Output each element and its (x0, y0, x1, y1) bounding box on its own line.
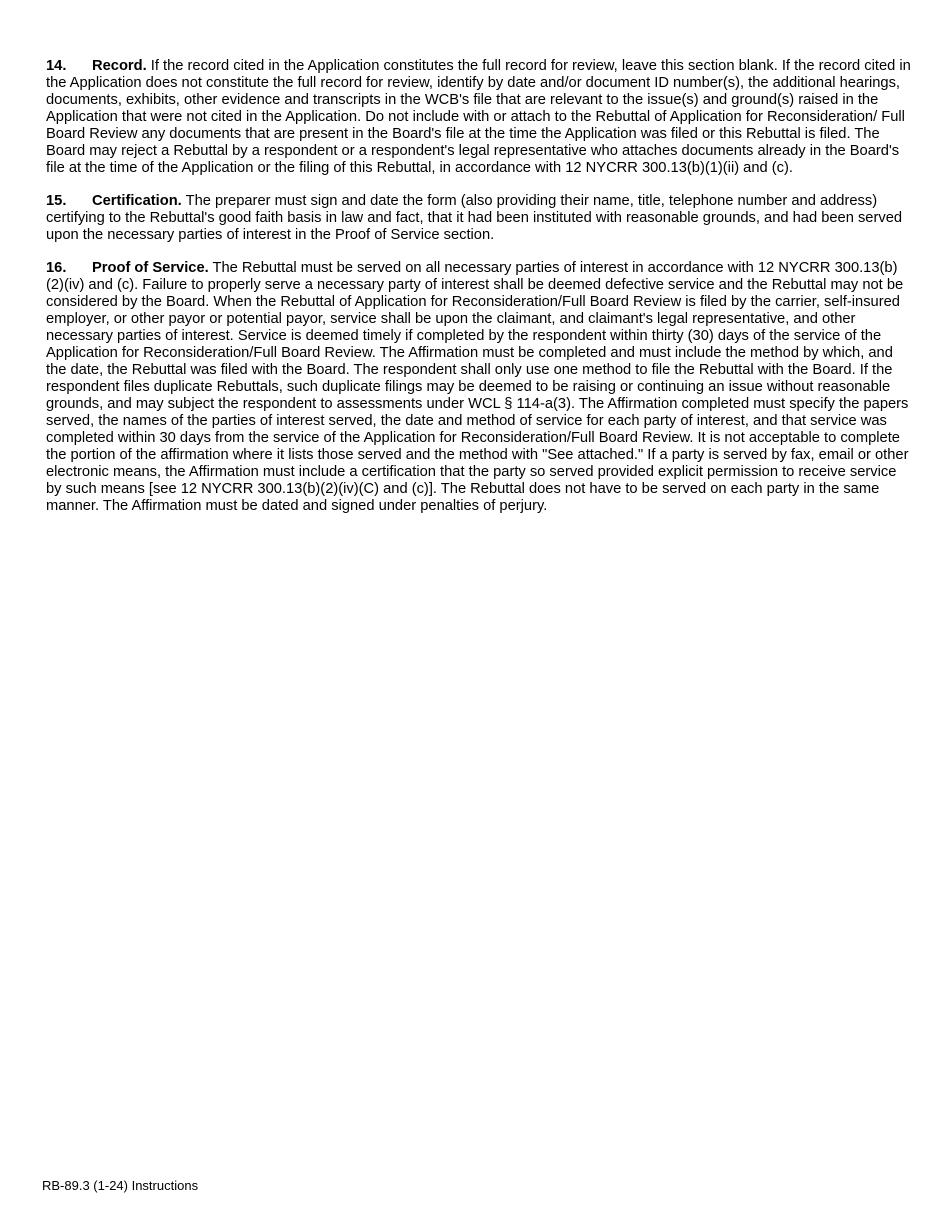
instructions-body (46, 58, 912, 531)
section-heading: Record. (92, 58, 147, 74)
section-heading: Certification. (92, 193, 182, 209)
section-record (46, 58, 912, 177)
section-text: If the record cited in the Application constitutes the full record for review, leave this section blank. If the record cited in the Application does not constitute the full record for review, identify by date and/or document ID number(s), the additional hearings, documents, exhibits, other evidence and transcripts in the WCB's file that are relevant to the issue(s) and ground(s) raised in the Application that were not cited in the Application. Do not include with or attach to the Rebuttal of Application for Reconsideration/ Full Board Review any documents that are present in the Board's file at the time the Application was filed or this Rebuttal is filed. The Board may reject a Rebuttal by a respondent or a respondent's legal representative who attaches documents already in the Board's file at the time of the Application or the filing of this Rebuttal, in accordance with 12 NYCRR 300.13(b)(1)(ii) and (c). (46, 58, 911, 176)
section-number: 16. (46, 260, 67, 276)
section-number: 15. (46, 193, 67, 209)
section-heading: Proof of Service. (92, 260, 209, 276)
form-footer: RB-89.3 (1-24) Instructions (42, 1178, 199, 1193)
section-text: The Rebuttal must be served on all necessary parties of interest in accordance with 12 NYCRR 300.13(b) (2)(iv) and (c). Failure to properly serve a necessary party of interest shall be deemed defective service and the Rebuttal may not be considered by the Board. When the Rebuttal of Application for Reconsideration/Full Board Review is filed by the carrier, self-insured employer, or other payor or potential payor, service shall be upon the claimant, and claimant's legal representative, and other necessary parties of interest. Service is deemed timely if completed by the respondent within thirty (30) days of the service of the Application for Reconsideration/Full Board Review. The Affirmation must be completed and must include the method by which, and the date, the Rebuttal was filed with the Board. The respondent shall only use one method to file the Rebuttal with the Board. If the respondent files duplicate Rebuttals, such duplicate filings may be deemed to be raising or continuing an issue without reasonable grounds, and may subject the respondent to assessments under WCL § 114-a(3). The Affirmation completed must specify the papers served, the names of the parties of interest served, the date and method of service for each party of interest, and that service was completed within 30 days from the service of the Application for Reconsideration/Full Board Review. It is not acceptable to complete the portion of the affirmation where it lists those served and the method with "See attached." If a party is served by fax, email or other electronic means, the Affirmation must include a certification that the party so served provided explicit permission to receive service by such means [see 12 NYCRR 300.13(b)(2)(iv)(C) and (c)]. The Rebuttal does not have to be served on each party in the same manner. The Affirmation must be dated and signed under penalties of perjury. (46, 260, 909, 514)
section-proof-of-service (46, 260, 912, 515)
section-number: 14. (46, 58, 67, 74)
section-text: The preparer must sign and date the form (also providing their name, title, telephone number and address) certifying to the Rebuttal's good faith basis in law and fact, that it had been instituted with reasonable grounds, and had been served upon the necessary parties of interest in the Proof of Service section. (46, 193, 903, 243)
section-certification (46, 193, 912, 244)
